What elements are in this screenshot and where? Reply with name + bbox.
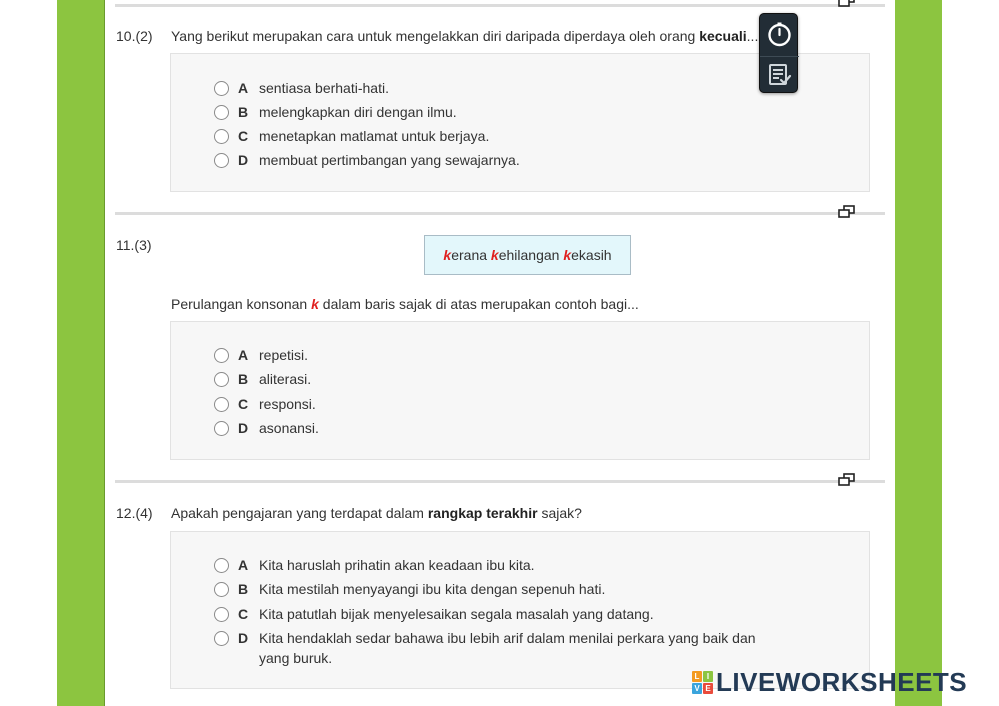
radio-11b[interactable] bbox=[214, 372, 229, 387]
poem-word: kehilangan bbox=[490, 247, 560, 263]
divider-top bbox=[115, 4, 885, 7]
option-letter: A bbox=[238, 80, 249, 96]
option-12b[interactable] bbox=[214, 581, 605, 599]
left-green-border bbox=[57, 0, 105, 706]
option-letter: A bbox=[238, 347, 249, 363]
option-letter: D bbox=[238, 420, 249, 436]
option-letter: D bbox=[238, 630, 249, 646]
logo-letter: L bbox=[692, 671, 702, 682]
logo-letter: I bbox=[703, 671, 713, 682]
radio-12c[interactable] bbox=[214, 607, 229, 622]
radio-10c[interactable] bbox=[214, 129, 229, 144]
radio-11d[interactable] bbox=[214, 421, 229, 436]
liveworksheets-logo bbox=[692, 667, 967, 697]
divider-q11 bbox=[115, 212, 885, 215]
option-letter: D bbox=[238, 152, 249, 168]
logo-text: LIVEWORKSHEETS bbox=[716, 666, 968, 697]
option-12c[interactable] bbox=[214, 606, 654, 624]
option-12a[interactable] bbox=[214, 557, 535, 575]
question-11-number: 11.(3) bbox=[116, 237, 152, 253]
option-text: Kita hendaklah sedar bahawa ibu lebih arif dalam menilai perkara yang baik dan yang buruk. bbox=[259, 630, 756, 666]
radio-10d[interactable] bbox=[214, 153, 229, 168]
option-12d[interactable] bbox=[214, 630, 756, 668]
question-11-options bbox=[170, 321, 870, 460]
option-letter: C bbox=[238, 396, 249, 412]
question-12-number: 12.(4) bbox=[116, 505, 153, 521]
option-10a[interactable] bbox=[214, 80, 389, 98]
logo-letter: E bbox=[703, 683, 713, 694]
option-11b[interactable] bbox=[214, 371, 311, 389]
expand-section-icon[interactable] bbox=[838, 0, 856, 8]
question-12-options bbox=[170, 531, 870, 689]
toolbar-separator bbox=[760, 56, 799, 57]
poem-word: kerana bbox=[443, 247, 488, 263]
option-text: aliterasi. bbox=[259, 371, 312, 387]
option-letter: B bbox=[238, 371, 249, 387]
poem-line-box bbox=[424, 235, 631, 275]
option-text: membuat pertimbangan yang sewajarnya. bbox=[259, 152, 520, 168]
right-green-border bbox=[895, 0, 942, 706]
option-letter: B bbox=[238, 104, 249, 120]
option-text: asonansi. bbox=[259, 420, 319, 436]
radio-11a[interactable] bbox=[214, 348, 229, 363]
radio-11c[interactable] bbox=[214, 397, 229, 412]
option-text: Kita patutlah bijak menyelesaikan segala masalah yang datang. bbox=[259, 606, 654, 622]
question-10-number: 10.(2) bbox=[116, 28, 153, 44]
question-11-text: Perulangan konsonan k dalam baris sajak di atas merupakan contoh bagi... bbox=[171, 296, 639, 312]
radio-12d[interactable] bbox=[214, 631, 229, 646]
radio-12b[interactable] bbox=[214, 582, 229, 597]
divider-q12 bbox=[115, 480, 885, 483]
logo-mark bbox=[692, 671, 713, 694]
radio-10a[interactable] bbox=[214, 81, 229, 96]
option-letter: C bbox=[238, 128, 249, 144]
check-answers-icon[interactable] bbox=[768, 63, 792, 87]
option-10b[interactable] bbox=[214, 104, 457, 122]
option-11c[interactable] bbox=[214, 396, 316, 414]
option-letter: A bbox=[238, 557, 249, 573]
option-letter: B bbox=[238, 581, 249, 597]
question-12-text: Apakah pengajaran yang terdapat dalam rangkap terakhir sajak? bbox=[171, 505, 582, 521]
radio-10b[interactable] bbox=[214, 105, 229, 120]
option-letter: C bbox=[238, 606, 249, 622]
option-text: repetisi. bbox=[259, 347, 309, 363]
option-10d[interactable] bbox=[214, 152, 520, 170]
option-text: Kita haruslah prihatin akan keadaan ibu kita. bbox=[259, 557, 535, 573]
option-11d[interactable] bbox=[214, 420, 319, 438]
question-10-text: Yang berikut merupakan cara untuk mengelakkan diri daripada diperdaya oleh orang kecuali... bbox=[171, 28, 759, 44]
option-11a[interactable] bbox=[214, 347, 308, 365]
option-text: responsi. bbox=[259, 396, 316, 412]
timer-icon[interactable] bbox=[767, 22, 792, 47]
expand-section-icon[interactable] bbox=[838, 205, 856, 219]
poem-word: kekasih bbox=[563, 247, 612, 263]
radio-12a[interactable] bbox=[214, 558, 229, 573]
option-text: Kita mestilah menyayangi ibu kita dengan sepenuh hati. bbox=[259, 581, 606, 597]
option-text: menetapkan matlamat untuk berjaya. bbox=[259, 128, 490, 144]
option-text: sentiasa berhati-hati. bbox=[259, 80, 389, 96]
option-text: melengkapkan diri dengan ilmu. bbox=[259, 104, 457, 120]
logo-letter: V bbox=[692, 683, 702, 694]
option-10c[interactable] bbox=[214, 128, 489, 146]
expand-section-icon[interactable] bbox=[838, 473, 856, 487]
floating-toolbar bbox=[759, 13, 798, 93]
